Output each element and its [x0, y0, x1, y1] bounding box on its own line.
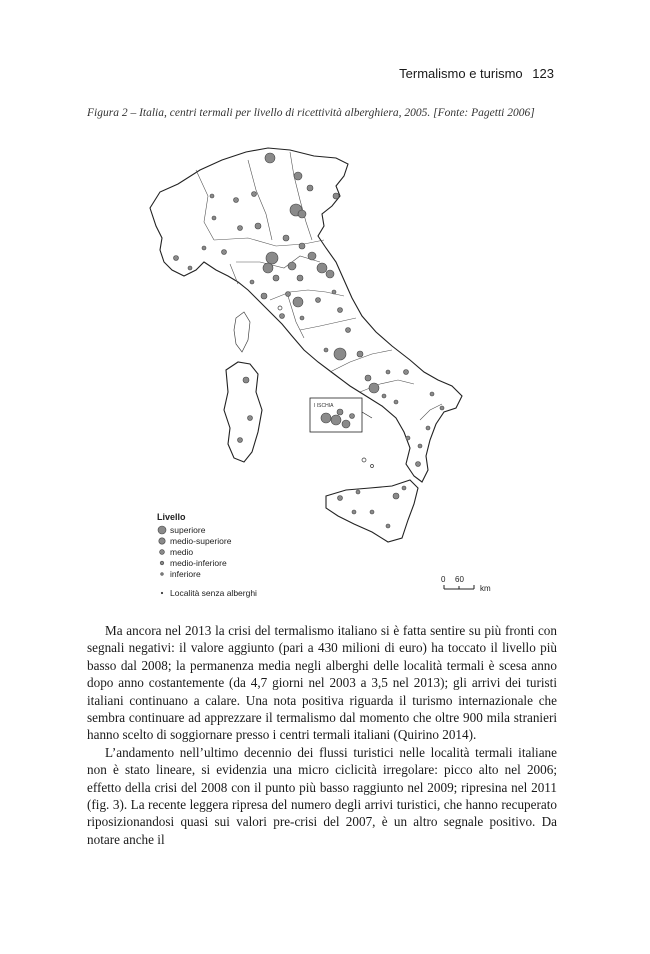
running-header-title: Termalismo e turismo [399, 66, 523, 81]
scale-bar [444, 585, 474, 589]
legend-item-medio: medio [170, 547, 194, 557]
page-number: 123 [532, 66, 554, 81]
sardinia-outline [224, 362, 262, 462]
body-text [87, 622, 557, 848]
legend-item-inferiore: inferiore [170, 569, 201, 579]
legend-item-no-hotels: Località senza alberghi [170, 588, 257, 598]
italy-mainland-outline [150, 148, 462, 482]
legend-item-superiore: superiore [170, 525, 206, 535]
legend-item-medio-superiore: medio-superiore [170, 536, 232, 546]
paragraph-1: Ma ancora nel 2013 la crisi del termalismo italiano si è fatta sentire su più fronti con segnali negativi: il valore aggiunto (pari a 430 milioni di euro) ha toccato il livello più basso dal 2008; la permanenza media negli alberghi delle località termali è scesa anno dopo anno costantemente (da 4,7 giorni nel 2003 a 3,5 nel 2013); gli arrivi dei turisti italiani continuano a calare. Una nota positiva riguarda il turismo internazionale che sembra continuare ad apprezzare il termalismo dal momento che oltre 900 mila stranieri hanno scelto di soggiornare presso i centri termali italiani (Quirino 2014). [87, 623, 557, 743]
legend-item-medio-inferiore: medio-inferiore [170, 558, 227, 568]
running-header [399, 66, 554, 81]
scale-zero: 0 [441, 575, 446, 584]
scale-unit: km [480, 584, 491, 593]
paragraph-2: L’andamento nell’ultimo decennio dei flussi turistici nelle località termali italiane non è stato lineare, si evidenzia una micro ciclicità irregolare: picco alto nel 2006; effetto della crisi del 2008 con il punto più basso raggiunto nel 2009; ripresina nel 2011 (fig. 3). La recente leggera ripresa del numero degli arrivi turistici, che hanno recuperato riposizionandosi quasi sui valori pre-crisi del 2007, è un altro segnale positivo. Da notare anche il [87, 744, 557, 847]
legend-symbols [158, 526, 166, 594]
legend-title: Livello [157, 512, 186, 522]
inset-label: I ISCHIA [314, 403, 334, 409]
figure-caption: Figura 2 – Italia, centri termali per livello di ricettività alberghiera, 2005. [Fonte: Pagetti 2006] [87, 107, 535, 119]
scale-sixty: 60 [455, 575, 464, 584]
